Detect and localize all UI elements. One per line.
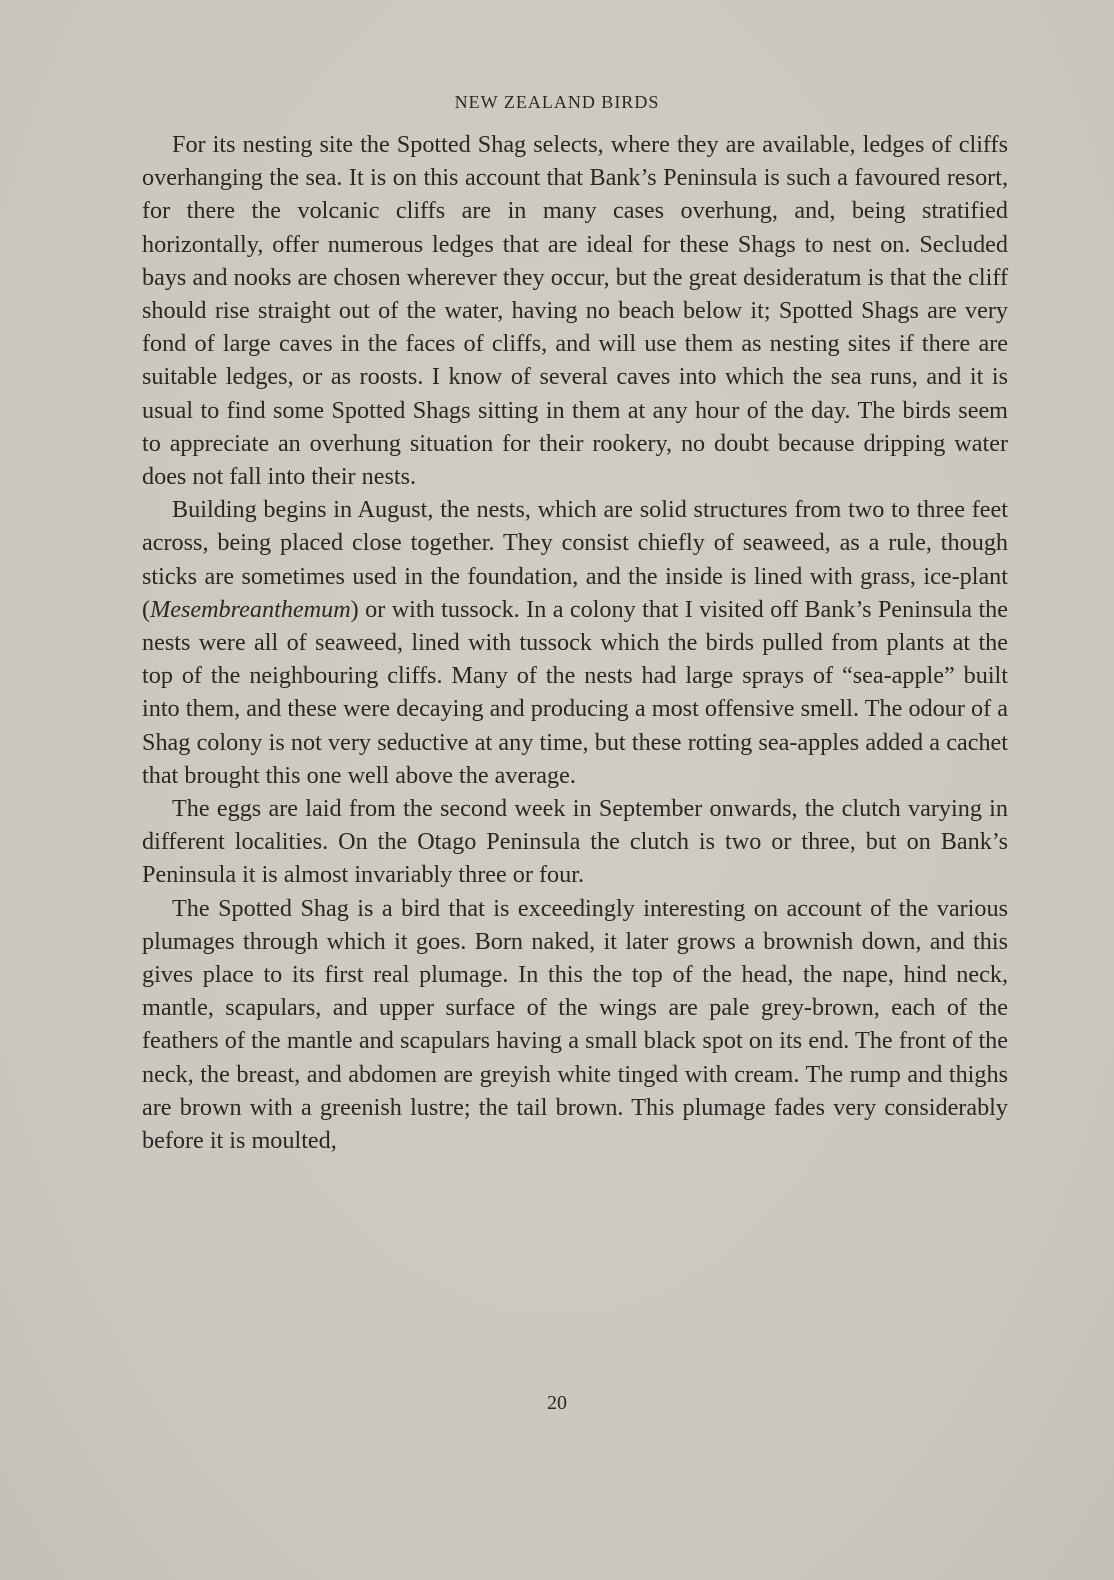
body-text bbox=[142, 128, 1008, 1157]
paragraph-2-text-a: Building begins in August, the nests, which are solid structures from two to three feet across, being placed close together. They consist chiefly of seaweed, as a rule, though sticks are sometimes used in the foundation, and the inside is lined with grass, ice-plant ( bbox=[142, 496, 1008, 623]
species-name-italic: Mesembreanthemum bbox=[150, 595, 351, 623]
page-number: 20 bbox=[547, 1392, 567, 1414]
paragraph-1: For its nesting site the Spotted Shag selects, where they are available, ledges of cliffs overhanging the sea. It is on this account that Bank’s Peninsula is such a favoured resort, for there the volcanic cliffs are in many cases overhung, and, being stratified horizontally, offer numerous ledges that are ideal for these Shags to nest on. Secluded bays and nooks are chosen wherever they occur, but the great desideratum is that the cliff should rise straight out of the water, having no beach below it; Spotted Shags are very fond of large caves in the faces of cliffs, and will use them as nesting sites if there are suitable ledges, or as roosts. I know of several caves into which the sea runs, and it is usual to find some Spotted Shags sitting in them at any hour of the day. The birds seem to appreciate an overhung situation for their rookery, no doubt because dripping water does not fall into their nests. bbox=[142, 131, 1008, 491]
paragraph-3: The eggs are laid from the second week in September onwards, the clutch varying in different localities. On the Otago Peninsula the clutch is two or three, but on Bank’s Peninsula it is almost invariably three or four. bbox=[142, 795, 1008, 889]
running-head: NEW ZEALAND BIRDS bbox=[454, 92, 660, 112]
paragraph-2 bbox=[142, 493, 1008, 792]
paragraph-2-text-b: ) or with tussock. In a colony that I visited off Bank’s Peninsula the nests were all of seaweed, lined with tussock which the birds pulled from plants at the top of the neighbouring cliffs. Many of the nests had large sprays of “sea-apple” built into them, and these were decaying and producing a most offensive smell. The odour of a Shag colony is not very seductive at any time, but these rotting sea-apples added a cachet that brought this one well above the average. bbox=[142, 595, 1008, 789]
paragraph-4: The Spotted Shag is a bird that is exceedingly interesting on account of the various plumages through which it goes. Born naked, it later grows a brownish down, and this gives place to its first real plumage. In this the top of the head, the nape, hind neck, mantle, scapulars, and upper surface of the wings are pale grey-brown, each of the feathers of the mantle and scapulars having a small black spot on its end. The front of the neck, the breast, and abdomen are greyish white tinged with cream. The rump and thighs are brown with a greenish lustre; the tail brown. This plumage fades very considerably before it is moulted, bbox=[142, 894, 1008, 1155]
